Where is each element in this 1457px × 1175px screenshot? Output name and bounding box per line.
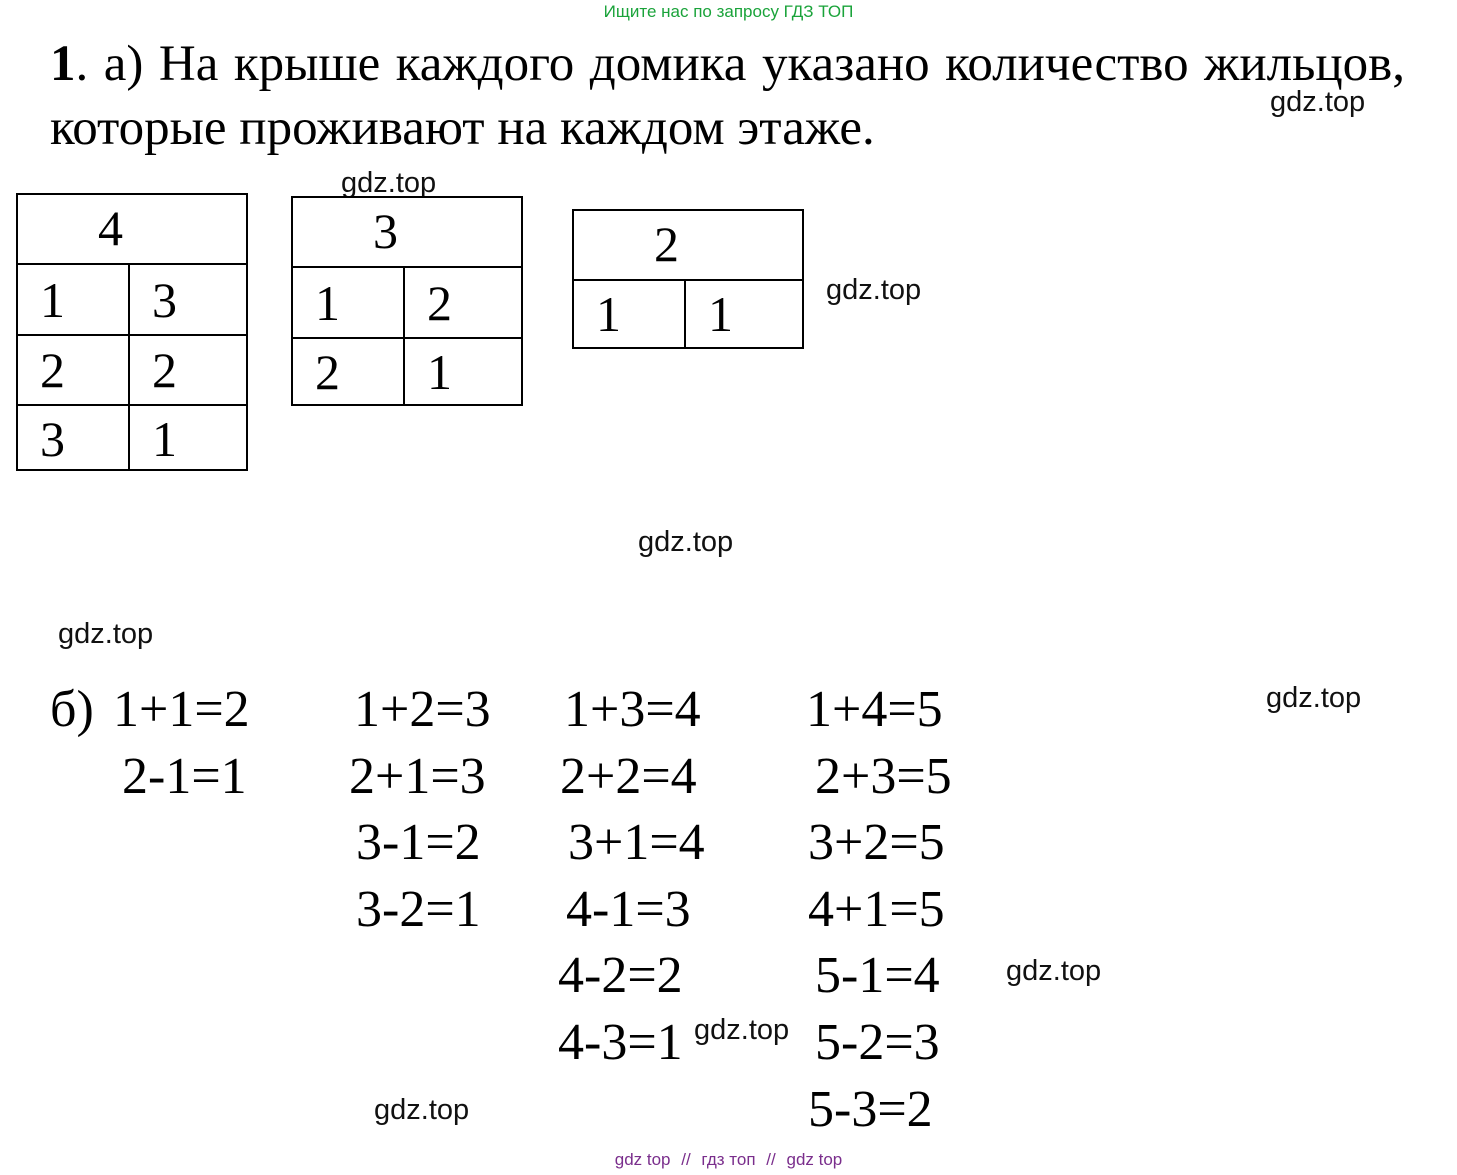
watermark: gdz.top bbox=[341, 167, 437, 199]
watermark: gdz.top bbox=[1006, 955, 1102, 987]
house-floor bbox=[293, 268, 521, 337]
house-4 bbox=[16, 193, 248, 471]
house-roof: 4 bbox=[18, 195, 246, 265]
equation: 5-1=4 bbox=[815, 947, 940, 1004]
equation: 3+2=5 bbox=[808, 814, 945, 871]
house-floor bbox=[574, 281, 802, 347]
watermark: gdz.top bbox=[1266, 682, 1362, 714]
equation: 3-1=2 bbox=[356, 814, 481, 871]
house-floor bbox=[18, 334, 246, 404]
watermark: gdz.top bbox=[694, 1014, 790, 1046]
part-b-label: б) bbox=[50, 681, 94, 738]
equation: 2+1=3 bbox=[349, 748, 486, 805]
floor-cell: 1 bbox=[708, 286, 733, 342]
house-floor bbox=[18, 265, 246, 334]
house-floor bbox=[18, 404, 246, 471]
floor-cell: 2 bbox=[427, 274, 452, 331]
equation: 1+4=5 bbox=[806, 681, 943, 738]
watermark: gdz.top bbox=[826, 274, 922, 306]
equation: 4-2=2 bbox=[558, 947, 683, 1004]
floor-cell: 1 bbox=[293, 268, 405, 337]
floor-cell: 1 bbox=[574, 281, 686, 347]
house-roof: 3 bbox=[293, 198, 521, 268]
house-roof: 2 bbox=[574, 211, 802, 281]
equation: 4-3=1 bbox=[558, 1014, 683, 1071]
footer-separator: // bbox=[681, 1150, 691, 1169]
watermark: gdz.top bbox=[374, 1094, 470, 1126]
equation: 1+2=3 bbox=[354, 681, 491, 738]
footer-link[interactable]: gdz top bbox=[786, 1150, 843, 1169]
house-floor bbox=[293, 337, 521, 404]
house-2 bbox=[572, 209, 804, 349]
floor-cell: 1 bbox=[427, 343, 452, 400]
house-3 bbox=[291, 196, 523, 406]
equation: 4-1=3 bbox=[566, 881, 691, 938]
footer-link[interactable]: gdz top bbox=[614, 1150, 671, 1169]
equation: 5-3=2 bbox=[808, 1081, 933, 1138]
equation: 2-1=1 bbox=[122, 748, 247, 805]
footer-separator: // bbox=[766, 1150, 776, 1169]
equation: 1+3=4 bbox=[564, 681, 701, 738]
floor-cell: 1 bbox=[18, 265, 130, 334]
floor-cell: 3 bbox=[152, 271, 177, 328]
equation: 2+3=5 bbox=[815, 748, 952, 805]
task-statement bbox=[50, 32, 1405, 160]
equation: 2+2=4 bbox=[560, 748, 697, 805]
footer-link[interactable]: гдз топ bbox=[701, 1150, 756, 1169]
task-number: 1 bbox=[50, 36, 76, 92]
watermark: gdz.top bbox=[58, 618, 154, 650]
watermark: gdz.top bbox=[638, 526, 734, 558]
search-banner[interactable]: Ищите нас по запросу ГДЗ ТОП bbox=[603, 2, 854, 21]
equation: 5-2=3 bbox=[815, 1014, 940, 1071]
floor-cell: 2 bbox=[152, 342, 177, 398]
footer-links bbox=[0, 1150, 1457, 1170]
floor-cell: 1 bbox=[152, 410, 177, 467]
watermark: gdz.top bbox=[1270, 86, 1366, 118]
equation: 1+1=2 bbox=[113, 681, 250, 738]
equation: 3-2=1 bbox=[356, 881, 481, 938]
task-part-a-text: . а) На крыше каждого домика указано количество жильцов, которые проживают на каждом этаже. bbox=[50, 36, 1405, 156]
equation: 4+1=5 bbox=[808, 881, 945, 938]
floor-cell: 2 bbox=[18, 336, 130, 404]
floor-cell: 3 bbox=[18, 406, 130, 471]
equation: 3+1=4 bbox=[568, 814, 705, 871]
floor-cell: 2 bbox=[293, 339, 405, 404]
